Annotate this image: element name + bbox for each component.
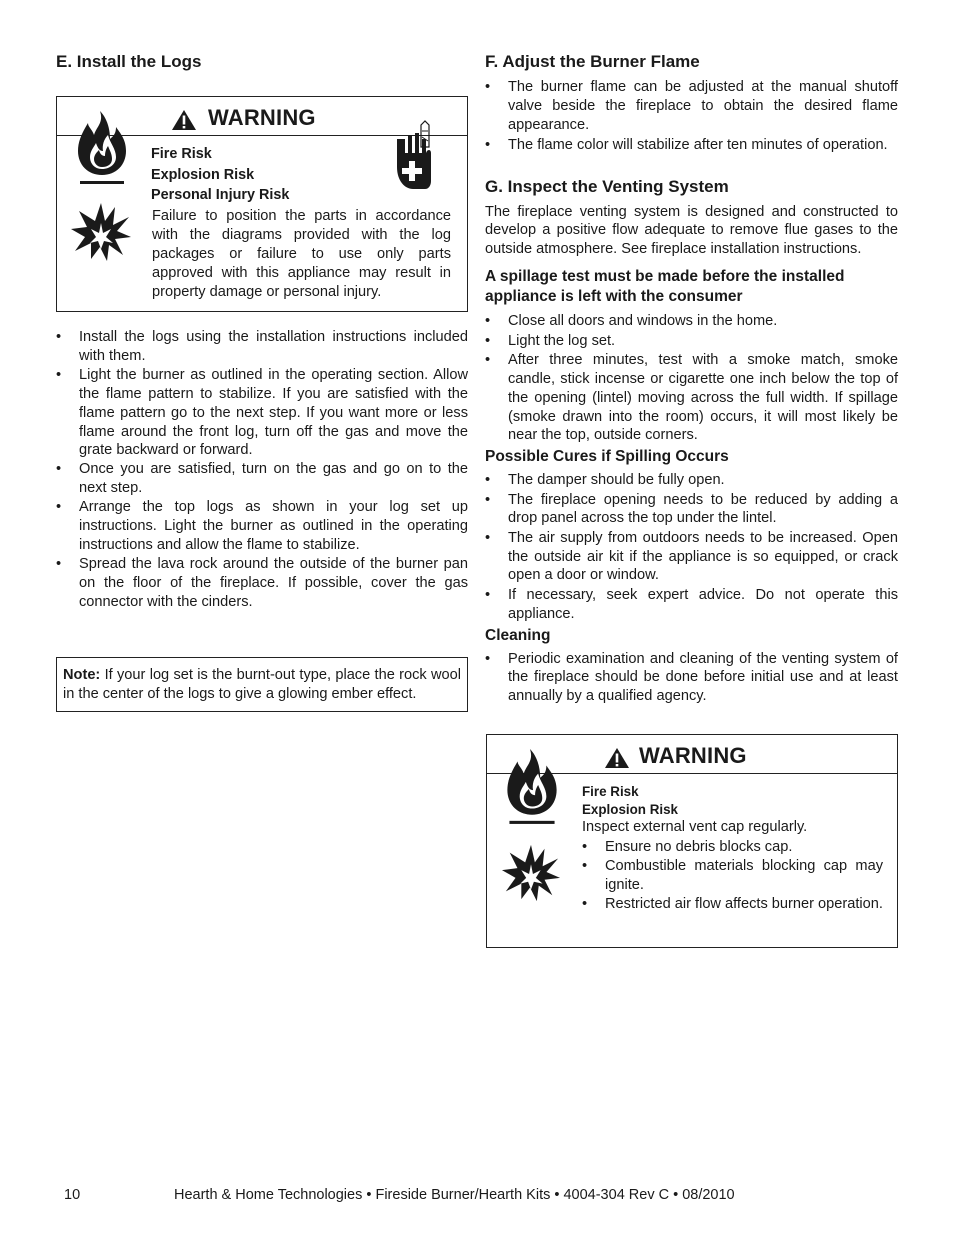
list-item: • The flame color will stabilize after ten minutes of operation.	[485, 136, 898, 155]
list-item: • Close all doors and windows in the home.	[485, 312, 898, 331]
list-item: • Ensure no debris blocks cap.	[582, 838, 883, 857]
list-item: • Arrange the top logs as shown in your log set up instructions. Light the burner as outlined in the operating instructions and allow the flame to stabilize.	[56, 498, 468, 555]
list-item: • Once you are satisfied, turn on the gas and go on to the next step.	[56, 460, 468, 498]
warning-text: Failure to position the parts in accordance with the diagrams provided with the log packages or failure to use only parts approved with this appliance may result in property damage or personal injury.	[152, 208, 451, 300]
cures-heading: Possible Cures if Spilling Occurs	[485, 447, 729, 465]
list-item: • The air supply from outdoors needs to be increased. Open the outside air kit if the appliance is so equipped, or crack open a door or window.	[485, 529, 898, 585]
venting-paragraph: The fireplace venting system is designed and constructed to develop a positive flow adequate to remove flue gases to the outside atmosphere. See fireplace installation instructions.	[485, 203, 898, 258]
list-item: • The burner flame can be adjusted at the manual shutoff valve beside the fireplace to obtain the desired flame appearance.	[485, 78, 898, 135]
list-item: • Combustible materials blocking cap may ignite.	[582, 857, 883, 895]
warning-box-install-logs	[56, 96, 468, 312]
section-heading-install-logs: E. Install the Logs	[56, 52, 202, 71]
explosion-icon	[501, 843, 561, 903]
section-heading-adjust-flame: F. Adjust the Burner Flame	[485, 52, 700, 71]
cleaning-list	[485, 650, 898, 706]
install-logs-list	[56, 328, 468, 612]
warning-bullets	[582, 838, 883, 914]
list-item: • The damper should be fully open.	[485, 471, 898, 490]
note-text: If your log set is the burnt-out type, place the rock wool in the center of the logs to give a glowing ember effect.	[63, 667, 461, 702]
fire-icon	[505, 747, 559, 827]
explosion-icon	[71, 201, 131, 263]
list-item: • Periodic examination and cleaning of the venting system of the fireplace should be done before initial use and at least annually by a qualified agency.	[485, 650, 898, 706]
warning-title: WARNING	[208, 105, 316, 130]
list-item: • Light the log set.	[485, 332, 898, 351]
spillage-test-list	[485, 312, 898, 445]
list-item: • Install the logs using the installation instructions included with them.	[56, 328, 468, 366]
fire-icon	[75, 109, 129, 187]
right-column	[485, 52, 898, 912]
risk-explosion: Explosion Risk	[151, 166, 255, 183]
warning-title: WARNING	[639, 743, 747, 768]
warning-triangle-icon	[604, 747, 630, 769]
list-item: • If necessary, seek expert advice. Do not operate this appliance.	[485, 586, 898, 623]
risk-personal-injury: Personal Injury Risk	[151, 187, 290, 203]
footer-text: Hearth & Home Technologies • Fireside Burner/Hearth Kits • 4004-304 Rev C • 08/2010	[174, 1187, 735, 1203]
left-column	[56, 52, 468, 702]
note-box	[56, 657, 468, 712]
page-number: 10	[64, 1187, 81, 1203]
warning-triangle-icon	[171, 109, 197, 131]
list-item: • Restricted air flow affects burner operation.	[582, 895, 883, 914]
list-item: • Light the burner as outlined in the operating section. Allow the flame pattern to stabilize. If you are satisfied with the flame pattern go to the next step. If you want more or less flame around the front log, turn off the gas and move the grate backward or forward.	[56, 366, 468, 461]
risk-explosion: Explosion Risk	[582, 801, 678, 817]
risk-list	[151, 144, 451, 206]
risk-fire: Fire Risk	[582, 784, 639, 799]
spillage-heading: A spillage test must be made before the installed appliance is left with the consumer	[485, 268, 845, 306]
warning-box-vent-cap	[486, 734, 898, 948]
list-item: • After three minutes, test with a smoke match, smoke candle, stick incense or cigarette one inch below the top of the opening (lintel) moving across the full width. If spillage (smoke drawn into the room) occurs, it will most likely be near the top, outside corners.	[485, 351, 898, 445]
list-item: • The fireplace opening needs to be reduced by adding a drop panel across the top under the lintel.	[485, 491, 898, 528]
risk-fire: Fire Risk	[151, 146, 212, 162]
section-heading-inspect-venting: G. Inspect the Venting System	[485, 176, 729, 196]
warning-text: Inspect external vent cap regularly.	[582, 819, 808, 835]
cleaning-heading: Cleaning	[485, 626, 551, 644]
note-label: Note:	[63, 667, 101, 683]
list-item: • Spread the lava rock around the outside of the burner pan on the floor of the fireplace. If possible, cover the gas connector with the cinders.	[56, 555, 468, 612]
risk-list	[582, 783, 882, 818]
cures-list	[485, 471, 898, 624]
adjust-flame-list	[485, 78, 898, 155]
